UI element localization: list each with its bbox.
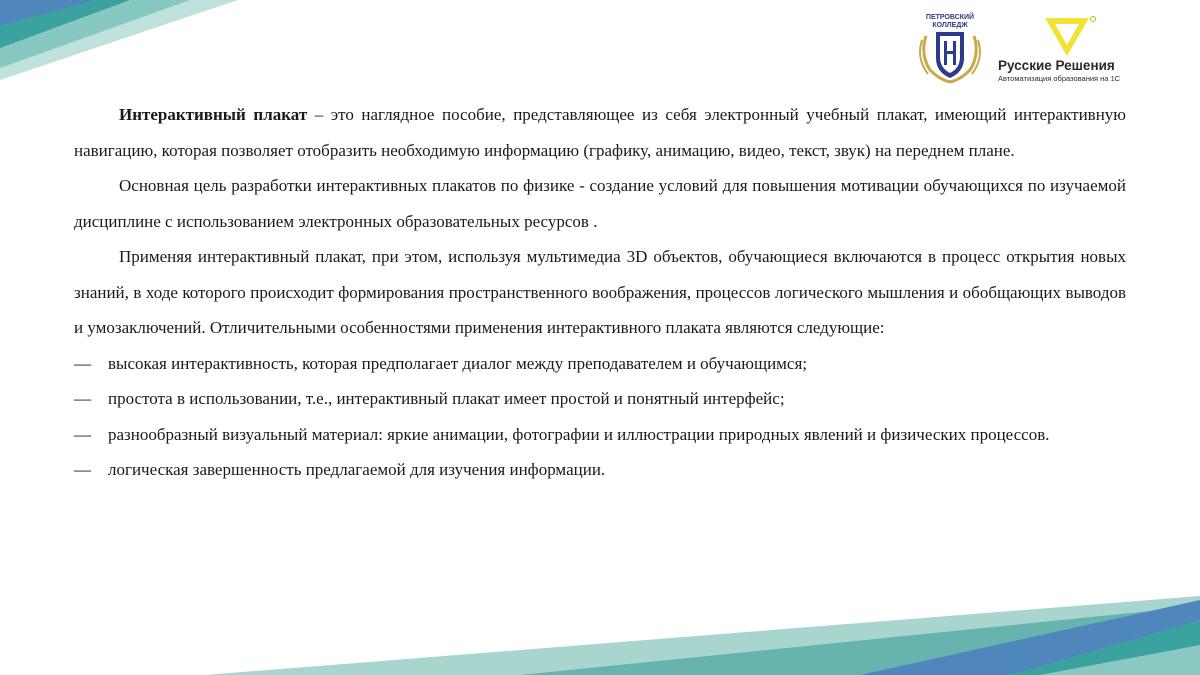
russkie-resheniya-logo-icon xyxy=(1037,12,1097,60)
list-item-text: высокая интерактивность, которая предполагает диалог между преподавателем и обучающимся; xyxy=(108,353,808,373)
list-item xyxy=(74,381,1126,417)
company-name: Русские Решения xyxy=(998,58,1115,73)
list-item xyxy=(74,417,1126,453)
list-dash: — xyxy=(74,353,91,373)
paragraph-goal: Основная цель разработки интерактивных плакатов по физике - создание условий для повышения мотивации обучающихся по изучаемой дисциплине с использованием электронных образовательных ресурсов . xyxy=(74,176,1126,231)
college-logo xyxy=(912,10,988,88)
list-dash: — xyxy=(74,424,91,444)
list-item-text: простота в использовании, т.е., интерактивный плакат имеет простой и понятный интерфейс; xyxy=(108,389,785,408)
main-text xyxy=(74,97,1126,488)
college-logo-name: ПЕТРОВСКИЙ КОЛЛЕДЖ xyxy=(925,14,975,29)
company-subtitle: Автоматизация образования на 1С xyxy=(998,74,1121,83)
list-item xyxy=(74,346,1126,382)
features-list xyxy=(74,346,1126,488)
list-item xyxy=(74,452,1126,488)
list-item-text: разнообразный визуальный материал: яркие анимации, фотографии и иллюстрации природных явлений и физических процессов. xyxy=(108,424,1050,444)
term-bold: Интерактивный плакат xyxy=(119,105,308,124)
paragraph-definition xyxy=(74,97,1126,168)
logos-area xyxy=(912,8,1182,88)
paragraph-definition-text: – это наглядное пособие, представляющее из себя электронный учебный плакат, имеющий интерактивную навигацию, которая позволяет отобразить необходимую информацию (графику, анимацию, видео, текст, звук) на переднем плане. xyxy=(74,105,1126,160)
paragraph-application: Применяя интерактивный плакат, при этом, используя мультимедиа 3D объектов, обучающиеся включаются в процесс открытия новых знаний, в ходе которого происходит формирования пространственного воображения, процессов логического мышления и обобщающих выводов и умозаключений. Отличительными особенностями применения интерактивного плаката являются следующие: xyxy=(74,247,1126,337)
list-dash: — xyxy=(74,460,91,479)
list-dash: — xyxy=(74,389,91,408)
list-item-text: логическая завершенность предлагаемой для изучения информации. xyxy=(108,460,606,479)
